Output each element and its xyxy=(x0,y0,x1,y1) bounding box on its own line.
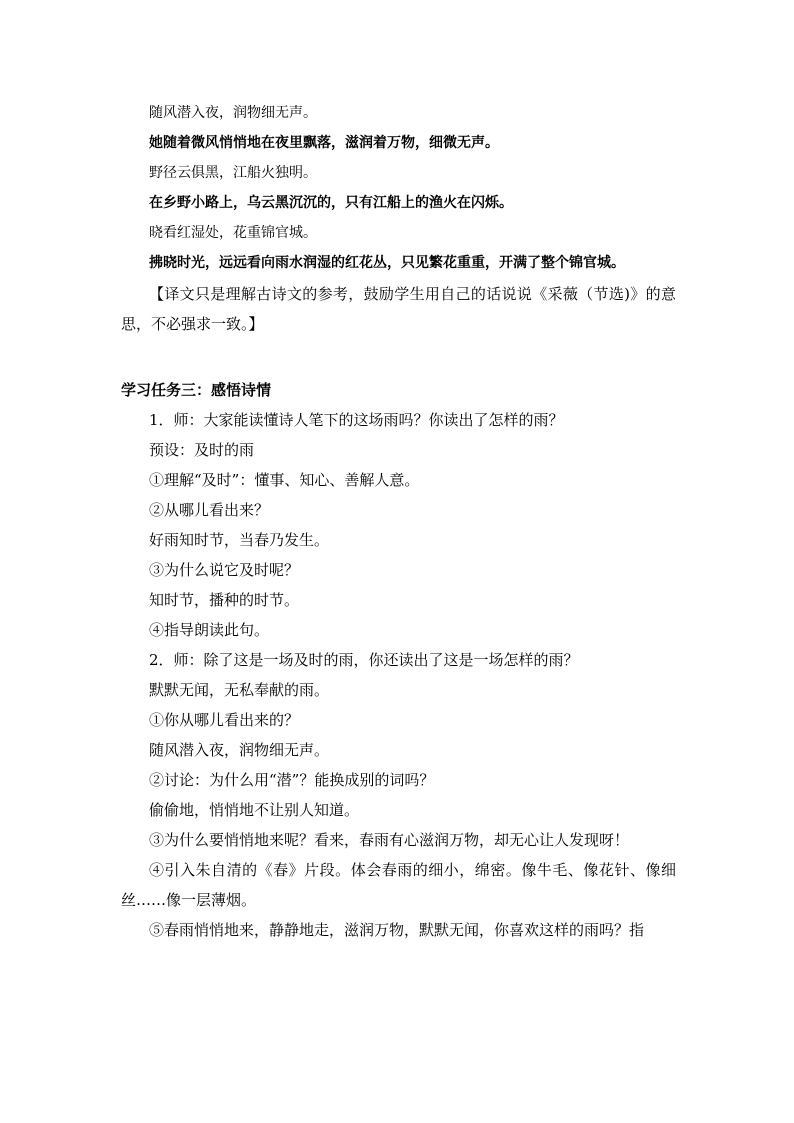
body-line: 好雨知时节，当春乃发生。 xyxy=(149,531,330,549)
body-line: 预设：及时的雨 xyxy=(149,441,255,459)
body-line: ②从哪儿看出来？ xyxy=(149,501,270,519)
poem-line: 晓看红湿处，花重锦官城。 xyxy=(149,225,317,241)
poem-line: 野径云俱黑，江船火独明。 xyxy=(149,165,317,181)
body-line: ③为什么要悄悄地来呢？看来，春雨有心滋润万物，却无心让人发现呀！ xyxy=(149,831,630,849)
page-content xyxy=(121,98,676,945)
body-line: ④指导朗读此句。 xyxy=(149,621,270,639)
translation-line: 拂晓时光，远远看向雨水润湿的红花丛，只见繁花重重，开满了整个锦官城。 xyxy=(149,255,625,271)
body-line: ③为什么说它及时呢？ xyxy=(149,561,300,579)
spacer xyxy=(121,339,676,369)
body-paragraph: ④引入朱自清的《春》片段。体会春雨的细小，绵密。像牛毛、像花针、像细丝……像一层薄烟。 xyxy=(121,861,676,909)
question-line: 1．师：大家能读懂诗人笔下的这场雨吗？你读出了怎样的雨？ xyxy=(149,411,564,429)
body-line: 偷偷地，悄悄地不让别人知道。 xyxy=(149,801,360,819)
body-line: ①你从哪儿看出来的？ xyxy=(149,711,300,729)
body-line: 知时节，播种的时节。 xyxy=(149,591,300,609)
translation-line: 她随着微风悄悄地在夜里飘落，滋润着万物，细微无声。 xyxy=(149,135,499,151)
body-line: ②讨论：为什么用“潜”？能换成别的词吗？ xyxy=(149,771,435,789)
section-heading: 学习任务三：感悟诗情 xyxy=(121,381,272,399)
body-line: 随风潜入夜，润物细无声。 xyxy=(149,741,330,759)
body-line: ⑤春雨悄悄地来，静静地走，滋润万物，默默无闻，你喜欢这样的雨吗？指 xyxy=(149,921,645,939)
poem-line: 随风潜入夜，润物细无声。 xyxy=(149,105,317,121)
body-line: ①理解“及时”：懂事、知心、善解人意。 xyxy=(149,471,420,489)
question-line: 2．师：除了这是一场及时的雨，你还读出了这是一场怎样的雨？ xyxy=(149,651,579,669)
body-line: 默默无闻，无私奉献的雨。 xyxy=(149,681,330,699)
translation-line: 在乡野小路上，乌云黑沉沉的，只有江船上的渔火在闪烁。 xyxy=(149,195,513,211)
teacher-note: 【译文只是理解古诗文的参考，鼓励学生用自己的话说说《采薇（节选)》的意思，不必强求一致。】 xyxy=(121,285,676,333)
